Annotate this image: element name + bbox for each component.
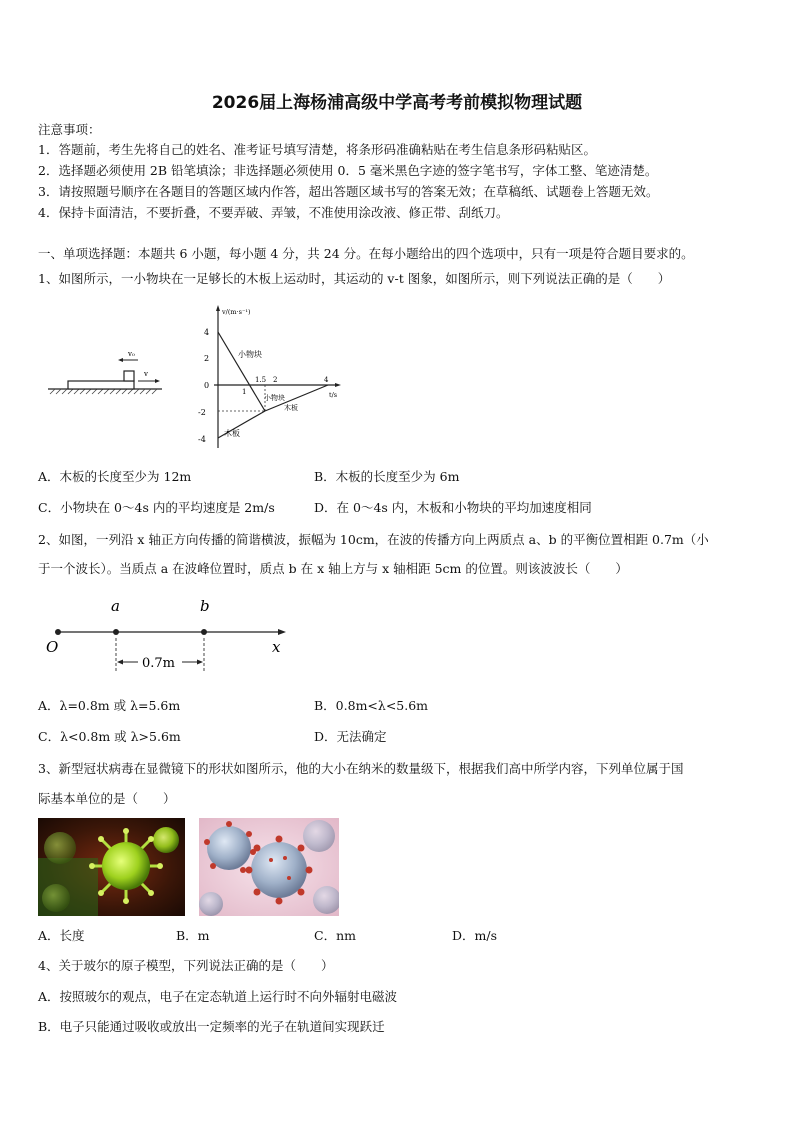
point-b: [201, 629, 207, 635]
q4-option-a: A．按照玻尔的观点，电子在定态轨道上运行时不向外辐射电磁波: [38, 989, 398, 1004]
q1-option-c: C．小物块在 0～4s 内的平均速度是 2m/s: [38, 500, 275, 515]
xtick-4: 4: [324, 376, 329, 384]
label-board: 木板: [224, 429, 240, 438]
block-line: [218, 332, 265, 411]
q1-option-d: D．在 0～4s 内，木板和小物块的平均加速度相同: [314, 500, 592, 515]
label-board-2: 木板: [284, 404, 298, 412]
q2-stem-1: 2、如图，一列沿 x 轴正方向传播的简谐横波，振幅为 10cm，在波的传播方向上两质点 a、b 的平衡位置相距 0.7m（小: [38, 532, 709, 547]
q2-option-b: B．0.8m<λ<5.6m: [314, 698, 429, 713]
ytick-m4: -4: [198, 435, 206, 444]
q4-option-b: B．电子只能通过吸收或放出一定频率的光子在轨道间实现跃迁: [38, 1019, 385, 1034]
svg-text:v: v: [144, 370, 148, 378]
axis-x-label: t/s: [329, 391, 338, 399]
virus-image-green: [38, 818, 185, 916]
svg-text:v₀: v₀: [128, 350, 135, 358]
q2-option-c: C．λ<0.8m 或 λ>5.6m: [38, 729, 181, 744]
label-b: b: [200, 597, 210, 615]
q3-option-b: B．m: [176, 928, 210, 943]
q2-axis-figure: [38, 592, 298, 674]
notice-item-3: 3．请按照题号顺序在各题目的答题区域内作答，超出答题区域书写的答案无效；在草稿纸、试题卷上答题无效。: [38, 184, 659, 199]
block-rect: [124, 371, 134, 381]
q1-option-b: B．木板的长度至少为 6m: [314, 469, 460, 484]
q3-option-c: C．nm: [314, 928, 356, 943]
label-block: 小物块: [238, 350, 262, 359]
point-a: [113, 629, 119, 635]
notice-item-2: 2．选择题必须使用 2B 铅笔填涂；非选择题必须使用 0．5 毫米黑色字迹的签字笔书写，字体工整、笔迹清楚。: [38, 163, 658, 178]
label-a: a: [111, 597, 120, 615]
q2-stem-2: 于一个波长）。当质点 a 在波峰位置时，质点 b 在 x 轴上方与 x 轴相距 5cm 的位置。则该波波长（ ）: [38, 561, 628, 576]
notice-heading: 注意事项：: [38, 122, 101, 137]
q3-option-a: A．长度: [38, 928, 85, 943]
xtick-1: 1: [242, 388, 247, 396]
q1-stem: 1、如图所示，一小物块在一足够长的木板上运动时，其运动的 v-t 图象，如图所示，则下列说法正确的是（ ）: [38, 271, 671, 286]
notice-item-1: 1．答题前，考生先将自己的姓名、准考证号填写清楚，将条形码准确粘贴在考生信息条形码粘贴区。: [38, 142, 596, 157]
axis-y-label: v/(m·s⁻¹): [222, 308, 251, 316]
ytick-m2: -2: [198, 408, 206, 417]
q4-stem: 4、关于玻尔的原子模型，下列说法正确的是（ ）: [38, 958, 334, 973]
q1-vt-graph: [198, 302, 348, 452]
q3-option-d: D．m/s: [452, 928, 498, 943]
q1-option-a: A．木板的长度至少为 12m: [38, 469, 192, 484]
notice-item-4: 4．保持卡面清洁，不要折叠，不要弄破、弄皱，不准使用涂改液、修正带、刮纸刀。: [38, 205, 509, 220]
q3-stem-2: 际基本单位的是（ ）: [38, 791, 176, 806]
label-x: x: [272, 638, 281, 656]
q1-board-figure: [46, 345, 166, 397]
label-block-2: 小物块: [264, 394, 285, 402]
point-o: [55, 629, 61, 635]
q3-stem-1: 3、新型冠状病毒在显微镜下的形状如图所示，他的大小在纳米的数量级下，根据我们高中所学内容，下列单位属于国: [38, 761, 684, 776]
ytick-0: 0: [204, 381, 210, 390]
page-title: 2026届上海杨浦高级中学高考考前模拟物理试题: [211, 93, 583, 113]
virus-image-pink: [199, 818, 339, 916]
q2-option-d: D．无法确定: [314, 729, 387, 744]
section-heading: 一、单项选择题：本题共 6 小题，每小题 4 分，共 24 分。在每小题给出的四个选项中，只有一项是符合题目要求的。: [38, 246, 694, 261]
board-rect: [68, 381, 134, 389]
ytick-2: 2: [204, 354, 210, 363]
label-distance: 0.7m: [142, 656, 176, 671]
q2-option-a: A．λ=0.8m 或 λ=5.6m: [38, 698, 181, 713]
ytick-4: 4: [204, 328, 210, 337]
label-o: O: [46, 638, 59, 656]
xtick-2: 2: [273, 376, 278, 384]
xtick-1-5: 1.5: [255, 376, 267, 384]
